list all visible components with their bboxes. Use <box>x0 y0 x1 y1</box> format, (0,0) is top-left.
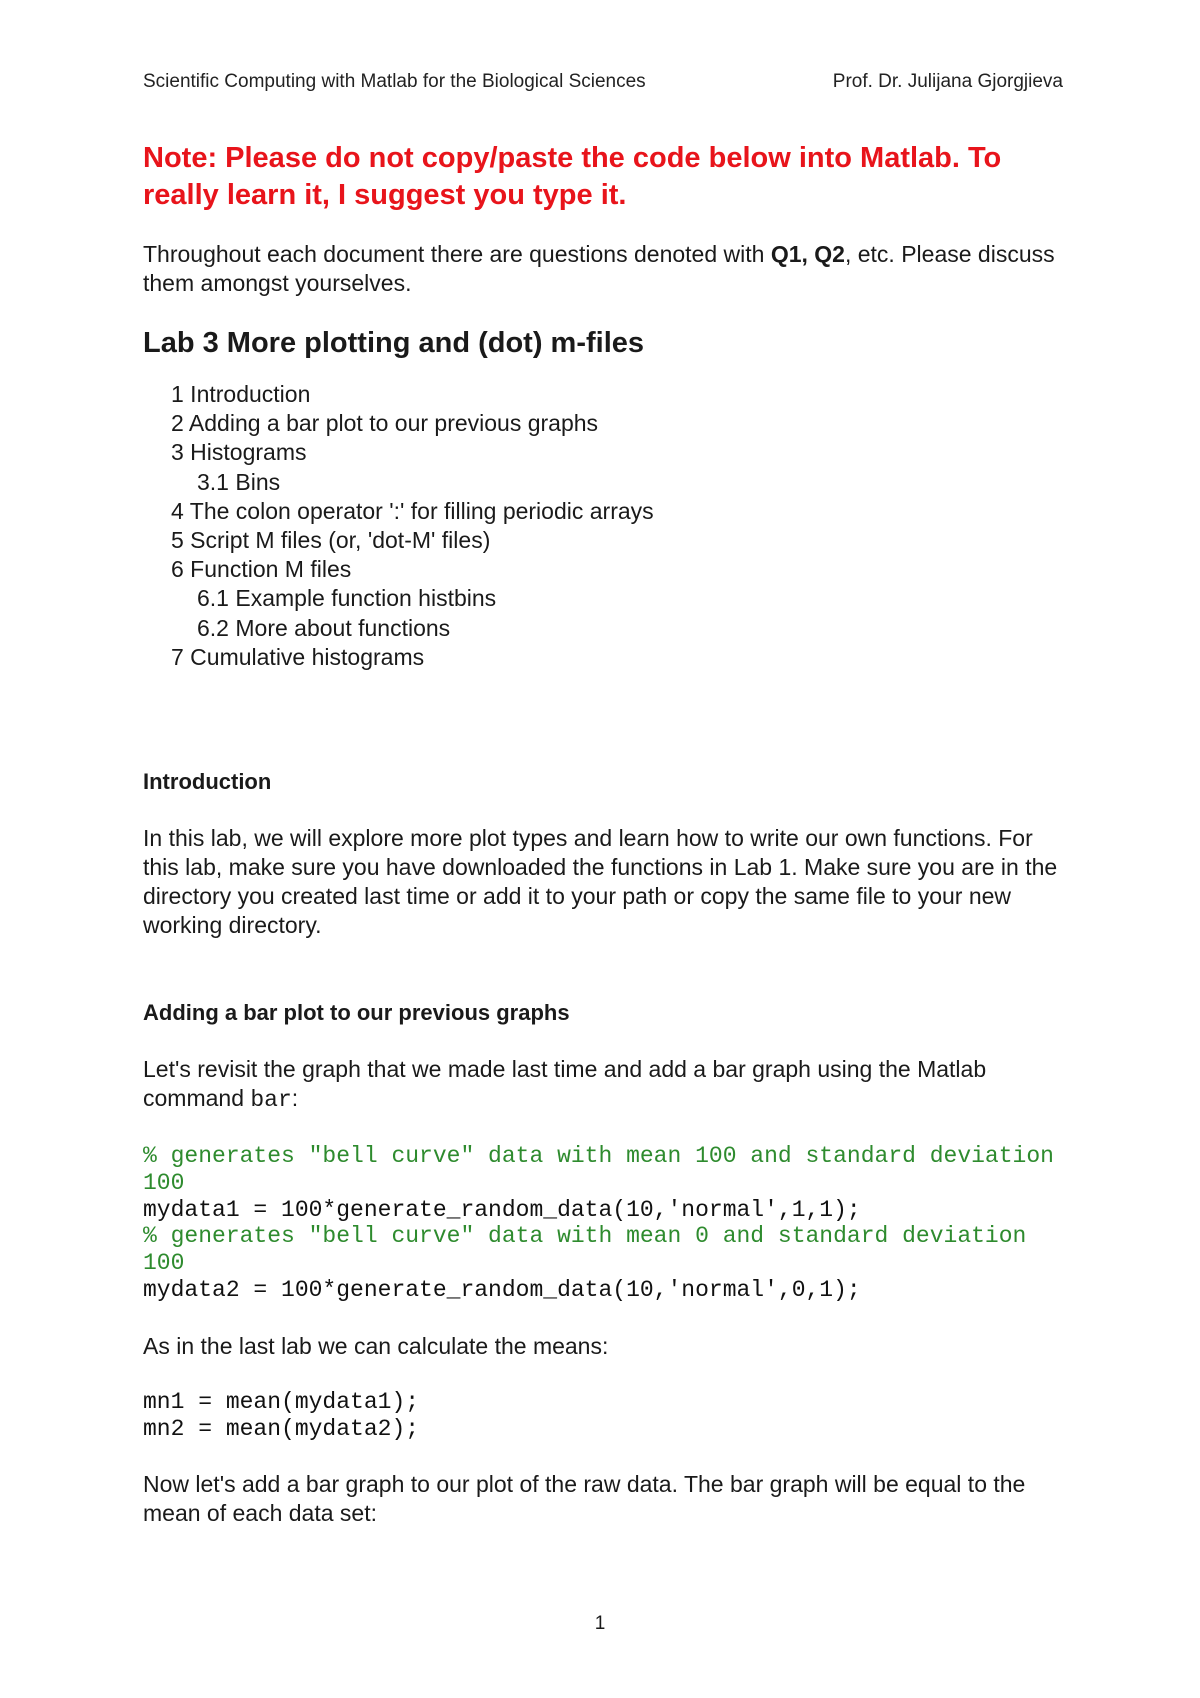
toc-item: 7 Cumulative histograms <box>171 643 425 670</box>
intro-paragraph <box>143 240 1073 298</box>
introduction-heading: Introduction <box>143 769 272 795</box>
intro-text-before: Throughout each document there are questions denoted with <box>143 241 771 267</box>
toc-item: 6.1 Example function histbins <box>197 585 497 612</box>
bar-section-text <box>143 1055 1073 1115</box>
page-number: 1 <box>594 1613 606 1634</box>
lab-title: Lab 3 More plotting and (dot) m-files <box>143 327 645 359</box>
document-body <box>143 140 1073 1556</box>
toc-item: 4 The colon operator ':' for filling periodic arrays <box>171 497 654 524</box>
code-line: mn1 = mean(mydata1); <box>143 1388 420 1415</box>
toc-item: 2 Adding a bar plot to our previous graphs <box>171 410 599 437</box>
bar-command-code: bar <box>250 1087 292 1114</box>
note-warning: Note: Please do not copy/paste the code below into Matlab. To really learn it, I suggest you type it. <box>143 142 1002 211</box>
toc-item: 6.2 More about functions <box>197 614 451 641</box>
header-author: Prof. Dr. Julijana Gjorgjieva <box>832 71 1063 92</box>
means-text: As in the last lab we can calculate the means: <box>143 1332 609 1359</box>
code-comment-line: % generates "bell curve" data with mean 100 and standard deviation 100 <box>143 1143 1068 1196</box>
code-comment-line: % generates "bell curve" data with mean 0 and standard deviation 100 <box>143 1223 1041 1277</box>
table-of-contents <box>171 380 1073 672</box>
toc-item: 1 Introduction <box>171 381 311 407</box>
code-line: mydata1 = 100*generate_random_data(10,'normal',1,1); <box>143 1196 861 1223</box>
intro-text-after: , etc. Please discuss them amongst yourselves. <box>143 241 1055 296</box>
introduction-text: In this lab, we will explore more plot types and learn how to write our own functions. For this lab, make sure you have downloaded the functions in Lab 1. Make sure you are in the directory you created last time or add it to your path or copy the same file to your new working directory. <box>143 825 1058 939</box>
closing-text: Now let's add a bar graph to our plot of the raw data. The bar graph will be equal to the mean of each data set: <box>143 1471 1026 1527</box>
bar-text-before: Let's revisit the graph that we made last time and add a bar graph using the Matlab command <box>143 1056 987 1112</box>
toc-item: 3 Histograms <box>171 439 307 466</box>
code-block-generate-data <box>143 1143 1073 1304</box>
toc-item: 5 Script M files (or, 'dot-M' files) <box>171 527 491 554</box>
bar-text-after: : <box>291 1085 299 1112</box>
bar-section-heading: Adding a bar plot to our previous graphs <box>143 1000 570 1026</box>
code-line: mydata2 = 100*generate_random_data(10,'normal',0,1); <box>143 1277 861 1304</box>
intro-text-bold: Q1, Q2 <box>770 241 845 267</box>
toc-item: 3.1 Bins <box>197 468 281 495</box>
toc-item: 6 Function M files <box>171 556 352 583</box>
header-course-title: Scientific Computing with Matlab for the Biological Sciences <box>143 71 646 92</box>
code-block-means <box>143 1389 1073 1443</box>
code-line: mn2 = mean(mydata2); <box>143 1415 420 1442</box>
